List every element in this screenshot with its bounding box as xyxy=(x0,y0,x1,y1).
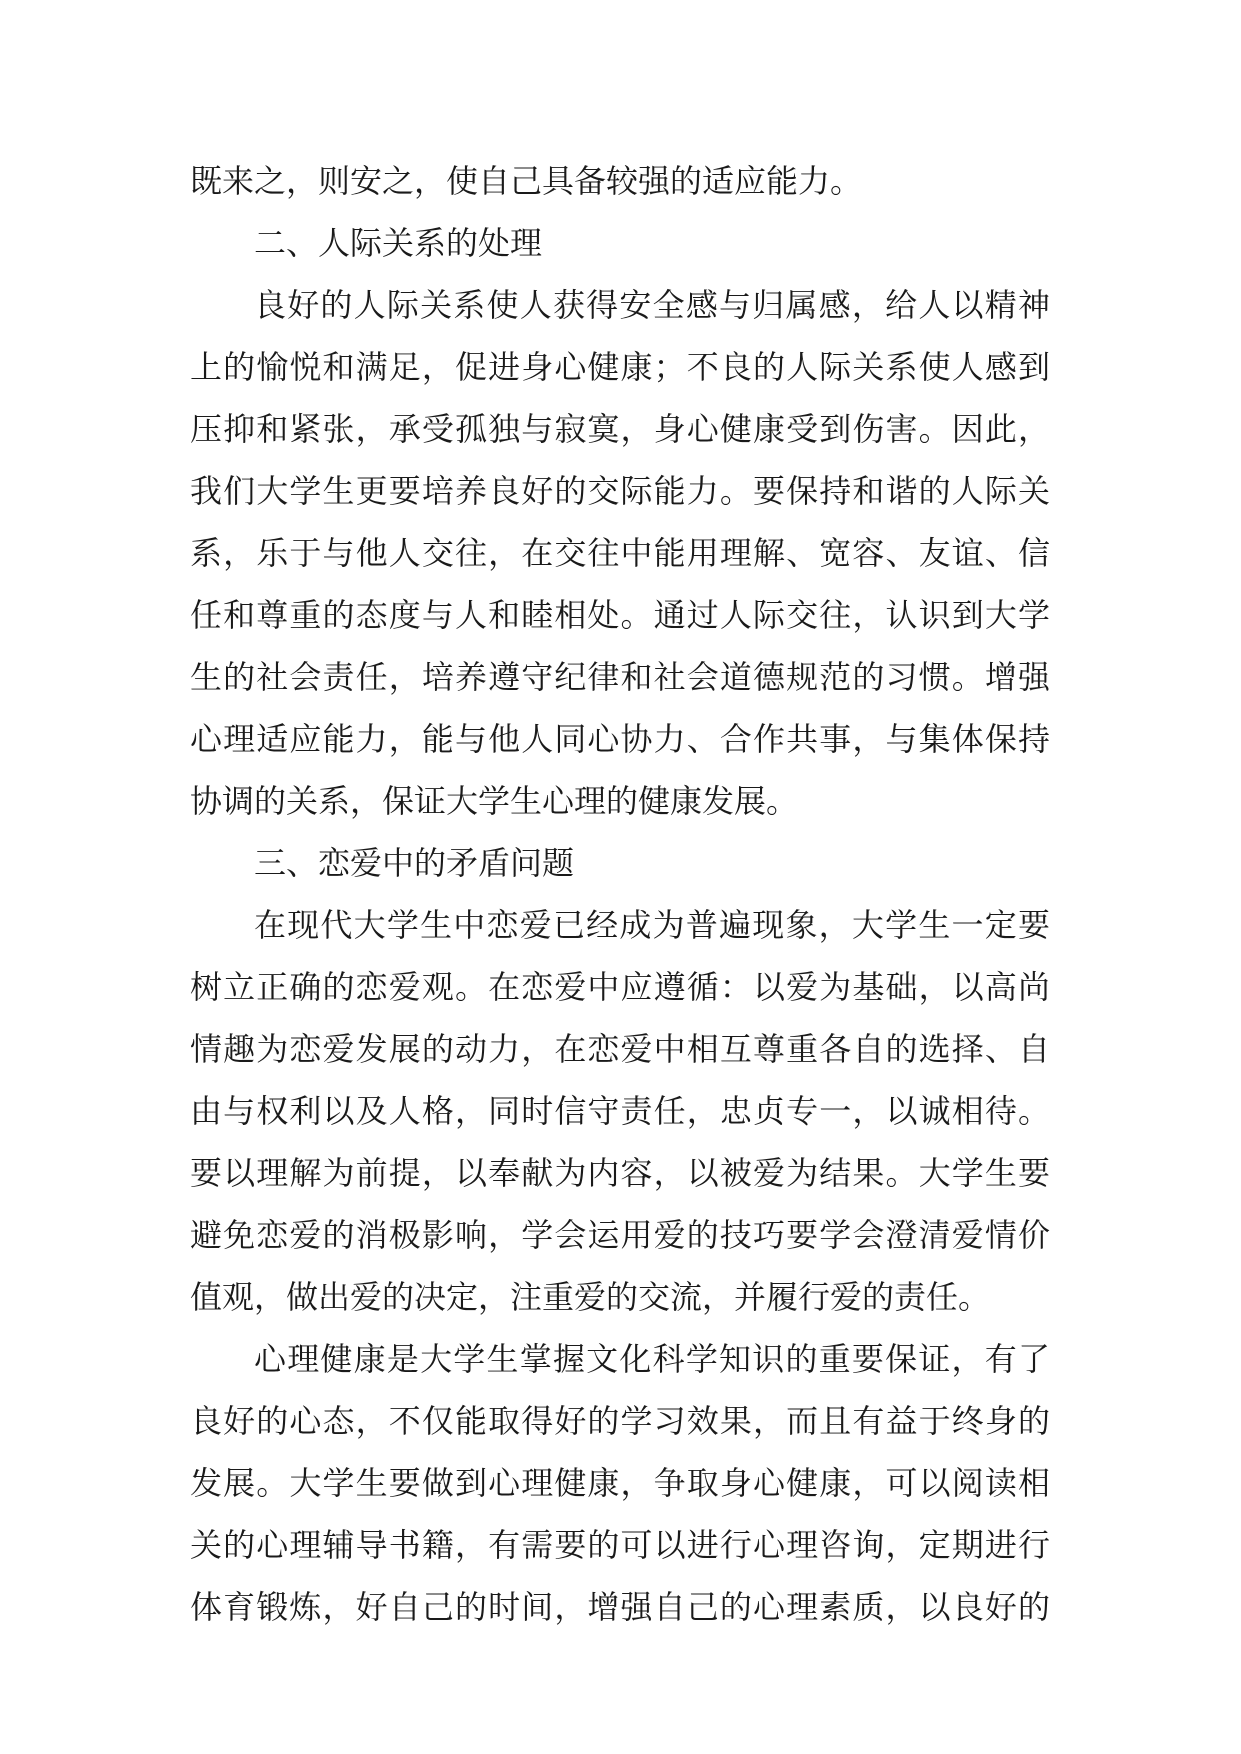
text-line: 系，乐于与他人交往，在交往中能用理解、宽容、友谊、信 xyxy=(190,534,1050,572)
text-line: 关的心理辅导书籍，有需要的可以进行心理咨询，定期进行 xyxy=(190,1526,1050,1564)
text-line: 生的社会责任，培养遵守纪律和社会道德规范的习惯。增强 xyxy=(190,658,1050,696)
document-body xyxy=(190,150,1050,1638)
text-line: 心理健康是大学生掌握文化科学知识的重要保证，有了 xyxy=(254,1340,1050,1378)
text-line: 发展。大学生要做到心理健康，争取身心健康，可以阅读相 xyxy=(190,1464,1050,1502)
text-line: 上的愉悦和满足，促进身心健康；不良的人际关系使人感到 xyxy=(190,348,1050,386)
text-line: 心理适应能力，能与他人同心协力、合作共事，与集体保持 xyxy=(190,720,1050,758)
text-line: 既来之，则安之，使自己具备较强的适应能力。 xyxy=(190,162,863,200)
text-line: 任和尊重的态度与人和睦相处。通过人际交往，认识到大学 xyxy=(190,596,1050,634)
text-line: 压抑和紧张，承受孤独与寂寞，身心健康受到伤害。因此， xyxy=(190,410,1050,448)
text-line: 我们大学生更要培养良好的交际能力。要保持和谐的人际关 xyxy=(190,472,1050,510)
text-line: 避免恋爱的消极影响，学会运用爱的技巧要学会澄清爱情价 xyxy=(190,1216,1050,1254)
text-line: 在现代大学生中恋爱已经成为普遍现象，大学生一定要 xyxy=(254,906,1050,944)
text-line: 由与权利以及人格，同时信守责任，忠贞专一，以诚相待。 xyxy=(190,1092,1050,1130)
text-line: 协调的关系，保证大学生心理的健康发展。 xyxy=(190,782,799,820)
text-line: 良好的心态，不仅能取得好的学习效果，而且有益于终身的 xyxy=(190,1402,1050,1440)
text-line: 树立正确的恋爱观。在恋爱中应遵循：以爱为基础，以高尚 xyxy=(190,968,1050,1006)
text-line: 良好的人际关系使人获得安全感与归属感，给人以精神 xyxy=(254,286,1050,324)
text-line: 值观，做出爱的决定，注重爱的交流，并履行爱的责任。 xyxy=(190,1278,991,1316)
text-line: 要以理解为前提，以奉献为内容，以被爱为结果。大学生要 xyxy=(190,1154,1050,1192)
text-line: 三、恋爱中的矛盾问题 xyxy=(254,844,575,882)
text-line: 二、人际关系的处理 xyxy=(254,224,543,262)
text-line: 体育锻炼，好自己的时间，增强自己的心理素质，以良好的 xyxy=(190,1588,1050,1626)
text-line: 情趣为恋爱发展的动力，在恋爱中相互尊重各自的选择、自 xyxy=(190,1030,1050,1068)
